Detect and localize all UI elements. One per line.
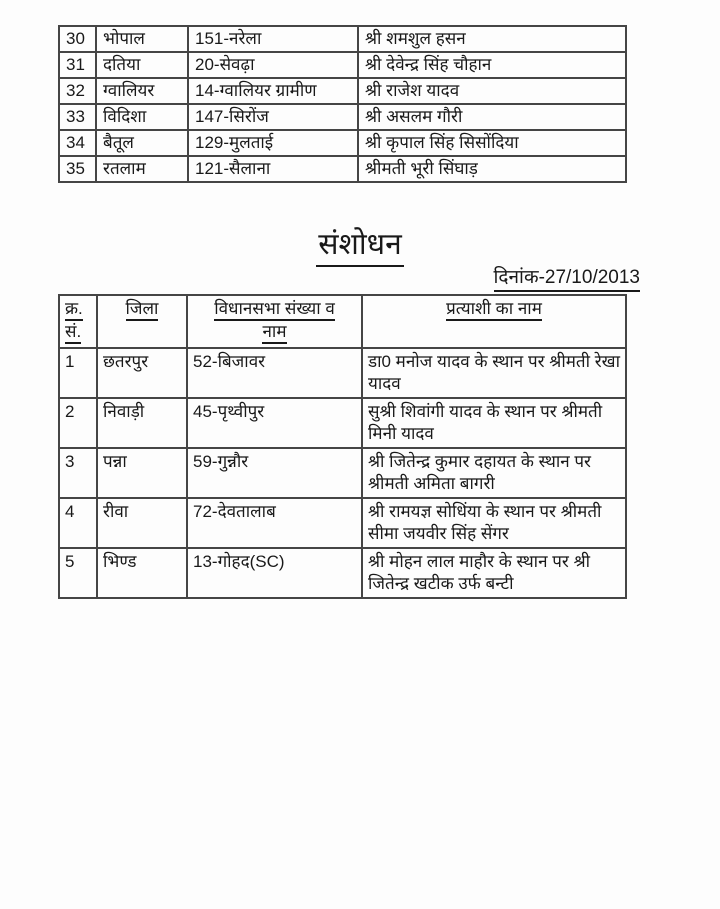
table-row bbox=[59, 26, 626, 52]
replacement-detail-cell: डा0 मनोज यादव के स्थान पर श्रीमती रेखा यादव bbox=[362, 348, 626, 398]
serial-cell: 33 bbox=[59, 104, 96, 130]
table-row bbox=[59, 52, 626, 78]
column-header-serial-line1: क्र. bbox=[65, 298, 83, 321]
document-date: दिनांक-27/10/2013 bbox=[494, 263, 641, 292]
district-cell: ग्वालियर bbox=[96, 78, 188, 104]
table-row bbox=[59, 104, 626, 130]
serial-cell: 30 bbox=[59, 26, 96, 52]
district-cell: विदिशा bbox=[96, 104, 188, 130]
table-row bbox=[59, 548, 626, 598]
candidate-cell: श्री देवेन्द्र सिंह चौहान bbox=[358, 52, 626, 78]
district-cell: निवाड़ी bbox=[97, 398, 187, 448]
column-header-serial-line2: सं. bbox=[65, 321, 81, 344]
amendment-table bbox=[58, 294, 627, 599]
table-header-row bbox=[59, 295, 626, 348]
table-row bbox=[59, 398, 626, 448]
district-cell: रतलाम bbox=[96, 156, 188, 182]
constituency-cell: 121-सैलाना bbox=[188, 156, 358, 182]
table-row bbox=[59, 348, 626, 398]
candidate-list-table bbox=[58, 25, 627, 183]
table-row bbox=[59, 78, 626, 104]
replacement-detail-cell: श्री मोहन लाल माहौर के स्थान पर श्री जितेन्द्र खटीक उर्फ बन्टी bbox=[362, 548, 626, 598]
constituency-cell: 147-सिरोंज bbox=[188, 104, 358, 130]
constituency-cell: 14-ग्वालियर ग्रामीण bbox=[188, 78, 358, 104]
serial-cell: 35 bbox=[59, 156, 96, 182]
constituency-cell: 59-गुन्नौर bbox=[187, 448, 362, 498]
district-cell: रीवा bbox=[97, 498, 187, 548]
column-header-constituency: विधानसभा संख्या व नाम bbox=[187, 295, 362, 348]
constituency-cell: 13-गोहद(SC) bbox=[187, 548, 362, 598]
amendment-heading: संशोधन bbox=[316, 222, 404, 267]
constituency-cell: 72-देवतालाब bbox=[187, 498, 362, 548]
candidate-cell: श्रीमती भूरी सिंघाड़ bbox=[358, 156, 626, 182]
district-cell: बैतूल bbox=[96, 130, 188, 156]
district-cell: भोपाल bbox=[96, 26, 188, 52]
serial-cell: 2 bbox=[59, 398, 97, 448]
replacement-detail-cell: श्री रामयज्ञ सोधिंया के स्थान पर श्रीमती सीमा जयवीर सिंह सेंगर bbox=[362, 498, 626, 548]
district-cell: पन्ना bbox=[97, 448, 187, 498]
constituency-cell: 20-सेवढ़ा bbox=[188, 52, 358, 78]
serial-cell: 3 bbox=[59, 448, 97, 498]
serial-cell: 32 bbox=[59, 78, 96, 104]
candidate-cell: श्री कृपाल सिंह सिसोंदिया bbox=[358, 130, 626, 156]
candidate-cell: श्री राजेश यादव bbox=[358, 78, 626, 104]
district-cell: भिण्ड bbox=[97, 548, 187, 598]
column-header-serial bbox=[59, 295, 97, 348]
district-cell: छतरपुर bbox=[97, 348, 187, 398]
table-row bbox=[59, 498, 626, 548]
constituency-cell: 45-पृथ्वीपुर bbox=[187, 398, 362, 448]
constituency-cell: 151-नरेला bbox=[188, 26, 358, 52]
column-header-candidate: प्रत्याशी का नाम bbox=[362, 295, 626, 348]
candidate-cell: श्री असलम गौरी bbox=[358, 104, 626, 130]
table-row bbox=[59, 130, 626, 156]
serial-cell: 5 bbox=[59, 548, 97, 598]
serial-cell: 34 bbox=[59, 130, 96, 156]
document-date-wrap bbox=[0, 263, 640, 292]
replacement-detail-cell: श्री जितेन्द्र कुमार दहायत के स्थान पर श्रीमती अमिता बागरी bbox=[362, 448, 626, 498]
constituency-cell: 129-मुलताई bbox=[188, 130, 358, 156]
table-row bbox=[59, 156, 626, 182]
replacement-detail-cell: सुश्री शिवांगी यादव के स्थान पर श्रीमती मिनी यादव bbox=[362, 398, 626, 448]
constituency-cell: 52-बिजावर bbox=[187, 348, 362, 398]
serial-cell: 4 bbox=[59, 498, 97, 548]
table-row bbox=[59, 448, 626, 498]
column-header-district: जिला bbox=[97, 295, 187, 348]
serial-cell: 31 bbox=[59, 52, 96, 78]
district-cell: दतिया bbox=[96, 52, 188, 78]
serial-cell: 1 bbox=[59, 348, 97, 398]
amendment-heading-wrap bbox=[0, 222, 720, 267]
candidate-cell: श्री शमशुल हसन bbox=[358, 26, 626, 52]
